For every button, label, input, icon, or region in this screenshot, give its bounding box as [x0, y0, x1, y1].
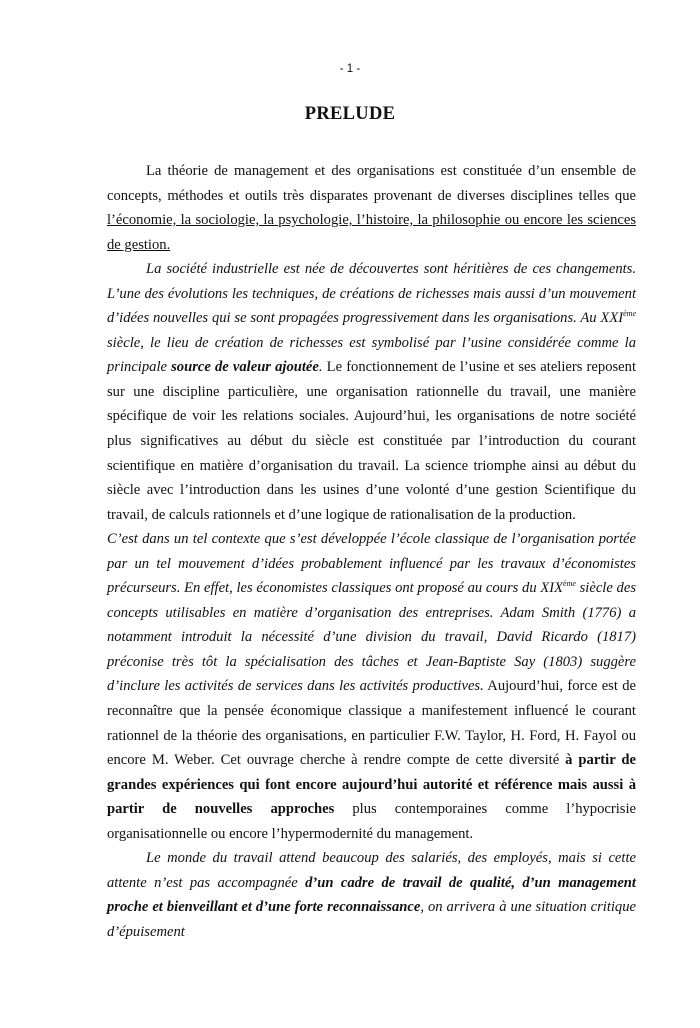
p2-superscript: ème — [623, 309, 636, 319]
p2-text-d: . — [318, 359, 323, 376]
paragraph-4 — [107, 846, 636, 944]
p3-text-b: siècle des concepts utilisables en matière d’organisation des entreprises. Adam Smith (1776) a notamment introduit la nécessité d’une division du travail, David Ricardo (1817) préconise très tôt la spécialisation des tâches et Jean-Baptiste Say (1803) suggère d’inclure les activités de services dans les activités productives. — [107, 580, 636, 695]
paragraph-3 — [107, 527, 636, 846]
p3-text-a: C’est dans un tel contexte que s’est développée l’école classique de l’organisation portée par un tel mouvement d’idées probablement influencé par les travaux d’économistes précurseurs. En effet, les économistes classiques ont proposé au cours du XIX — [107, 531, 636, 597]
p1-underlined-text: l’économie, la sociologie, la psychologie, l’histoire, la philosophie ou encore les sciences de gestion. — [107, 212, 636, 253]
paragraph-2 — [107, 257, 636, 527]
p4-text-c: , on arrivera à une situation critique d’épuisement — [107, 899, 636, 940]
paragraph-1 — [107, 159, 636, 257]
p3-text-c: Aujourd’hui, force est de reconnaître que la pensée économique classique a manifestement influencé le courant rationnel de la théorie des organisations, en particulier F.W. Taylor, H. Ford, H. Fayol ou encore M. Weber. Cet ouvrage cherche à rendre compte de cette diversité — [107, 678, 637, 769]
page-number: - 1 - — [339, 63, 361, 75]
p4-bold-text: d’un cadre de travail de qualité, d’un management proche et bienveillant et d’une forte reconnaissance — [107, 874, 636, 916]
p2-text-b: siècle, le lieu de création de richesses est symbolisé par l’usine considérée comme la principale — [107, 334, 636, 376]
body-text — [107, 159, 636, 945]
p3-text-e: plus contemporaines comme l’hypocrisie organisationnelle ou encore l’hypermodernité du management. — [107, 801, 636, 842]
p2-text-e: Le fonctionnement de l’usine et ses ateliers reposent sur une discipline particulière, une organisation rationnelle du travail, une manière spécifique de voir les relations sociales. Aujourd’hui, les organisations de notre société plus significatives au début du siècle est constituée par l’introduction du courant scientifique en matière d’organisation du travail. La science triomphe ainsi au début du siècle avec l’introduction dans les usines d’une volonté d’une gestion Scientifique du travail, de calculs rationnels et d’une logique de rationalisation de la production. — [107, 359, 636, 523]
p2-text-a: La société industrielle est née de découvertes sont héritières de ces changements. L’une des évolutions les techniques, de créations de richesses mais aussi d’un mouvement d’idées nouvelles qui se sont propagées progressivement dans les organisations. Au XXI — [107, 261, 636, 327]
page-title: PRELUDE — [304, 104, 396, 124]
p3-superscript: ème — [563, 579, 576, 589]
p1-text: La théorie de management et des organisations est constituée d’un ensemble de concepts, méthodes et outils très disparates provenant de diverses disciplines telles que — [107, 163, 636, 204]
p2-bold-text: source de valeur ajoutée — [171, 359, 319, 376]
p4-text-a: Le monde du travail attend beaucoup des salariés, des employés, mais si cette attente n’est pas accompagnée — [107, 850, 636, 891]
p3-bold-text: à partir de grandes expériences qui font encore aujourd’hui autorité et référence mais aussi à partir de nouvelles approches — [107, 752, 636, 818]
